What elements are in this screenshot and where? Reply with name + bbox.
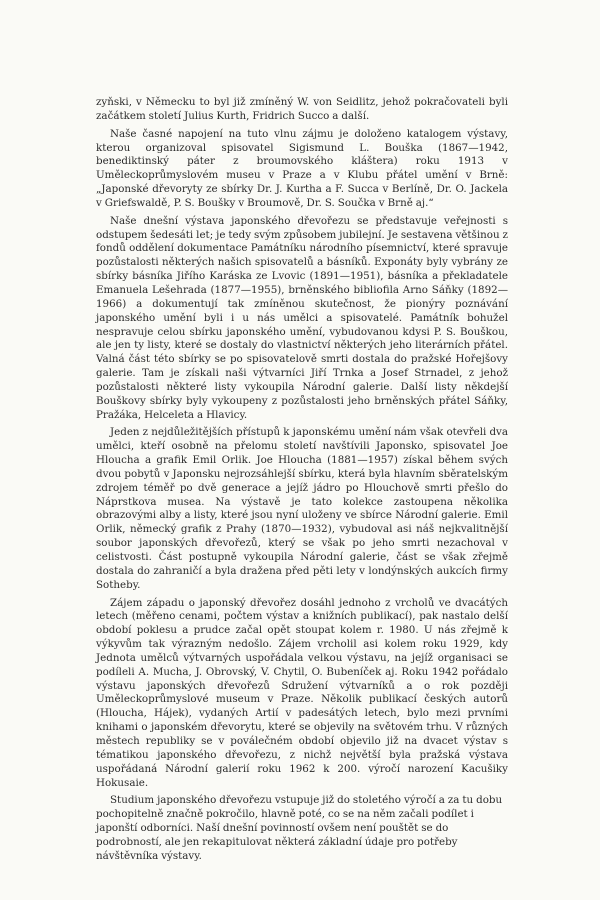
- paragraph-study: Studium japonského dřevořezu vstupuje již do stoletého výročí a za tu dobu pochopitelně značně pokročilo, hlavně poté, co se na něm začali podílet i japonští odborníci. Naší dnešní povinností ovšem není pouštět se do podrobností, ale jen rekapitulovat některá základní údaje pro potřeby návštěvníka výstavy.: [96, 794, 503, 862]
- paragraph-bouska-catalogue: Naše časné napojení na tuto vlnu zájmu je doloženo katalogem výstavy, kterou organizoval spisovatel Sigismund L. Bouška (1867—1942, benediktinský páter z broumovského kláštera) roku 1913 v Uměleckoprůmyslovém museu v Praze a v Klubu přátel umění v Brně: „Japonské dřevoryty ze sbírky Dr. J. Kurtha a F. Succa v Berlíně, Dr. O. Jackela v Griefswaldě, P. S. Boušky v Broumově, Dr. S. Součka v Brně aj.“: [96, 127, 508, 209]
- paragraph-continuation: zyňski, v Německu to byl již zmíněný W. von Seidlitz, jehož pokračovateli byli začátkem století Julius Kurth, Fridrich Succo a další.: [96, 96, 508, 122]
- paragraph-western-interest: Zájem západu o japonský dřevořez dosáhl jednoho z vrcholů ve dvacátých letech (měřeno cenami, počtem výstav a knižních publikací), pak nastalo delší období poklesu a prudce začal opět stoupat kolem r. 1980. U nás zřejmě k výkyvům tak výrazným nedošlo. Zájem vrcholil asi kolem roku 1929, kdy Jednota umělců výtvarných uspořádala velkou výstavu, na jejíž organisaci se podíleli A. Mucha, J. Obrovský, V. Chytil, O. Bubeníček aj. Roku 1942 pořádalo výstavu japonských dřevořezů Sdružení výtvarníků a o rok později Uměleckoprůmyslové museum v Praze. Několik publikací českých autorů (Hloucha, Hájek), vydaných Artií v padesátých letech, bylo mezi prvními knihami o japonském dřevorytu, které se objevily na světovém trhu. V různých městech republiky se v poválečném období objevilo již na dvacet výstav s tématikou japonského dřevořezu, z nichž největší byla pražská výstava uspořádaná Národní galerií roku 1962 k 200. výročí narození Kacušiky Hokusaie.: [96, 596, 508, 789]
- paragraph-hloucha-orlik: Jeden z nejdůležitějších přístupů k japonskému umění nám však otevřeli dva umělci, kteří osobně na přelomu století navštívili Japonsko, spisovatel Joe Hloucha a grafik Emil Orlik. Joe Hloucha (1881—1957) získal během svých dvou pobytů v Japonsku nejrozsáhlejší sbírku, která byla hlavním sběratelským zdrojem téměř po dvě generace a jejíž jádro po Hlouchově smrti přešlo do Náprstkova musea. Na výstavě je tato kolekce zastoupena několika obrazovými alby a listy, které jsou nyní uloženy ve sbírce Národní galerie. Emil Orlik, německý grafik z Prahy (1870—1932), vybudoval asi náš nejkvalitnější soubor japonských dřevořezů, který se však po jeho smrti nezachoval v celistvosti. Část postupně vykoupila Národní galerie, část se však zřejmě dostala do zahraničí a byla dražena před pěti lety v londýnských aukcích firmy Sotheby.: [96, 426, 508, 591]
- paragraph-exhibition: Naše dnešní výstava japonského dřevořezu se představuje veřejnosti s odstupem šedesáti let; je tedy svým způsobem jubilejní. Je sestavena většinou z fondů oddělení dokumentace Památníku národního písemnictví, které spravuje pozůstalosti některých našich spisovatelů a básníků. Exponáty byly vybrány ze sbírky básníka Jiřího Karáska ze Lvovic (1891—1951), básníka a překladatele Emanuela Lešehrada (1877—1955), brněnského bibliofila Arno Sáňky (1892—1966) a dokumentují tak zmíněnou skutečnost, že pionýry poznávání japonského umění byli i u nás umělci a spisovatelé. Památník bohužel nespravuje celou sbírku japonského umění, vybudovanou kdysi P. S. Bouškou, ale jen ty listy, které se dostaly do vlastnictví některých jeho literárních přátel. Valná část této sbírky se po spisovatelově smrti dostala do pražské Hořejšovy galerie. Tam je získali naši výtvarníci Jiří Trnka a Josef Strnadel, z jehož pozůstalosti některé listy vykoupila Národní galerie. Další listy někdejší Bouškovy sbírky byly vykoupeny z pozůstalosti jeho brněnských přátel Sáňky, Pražáka, Helceleta a Hlavicy.: [96, 214, 508, 421]
- document-page: [96, 96, 508, 868]
